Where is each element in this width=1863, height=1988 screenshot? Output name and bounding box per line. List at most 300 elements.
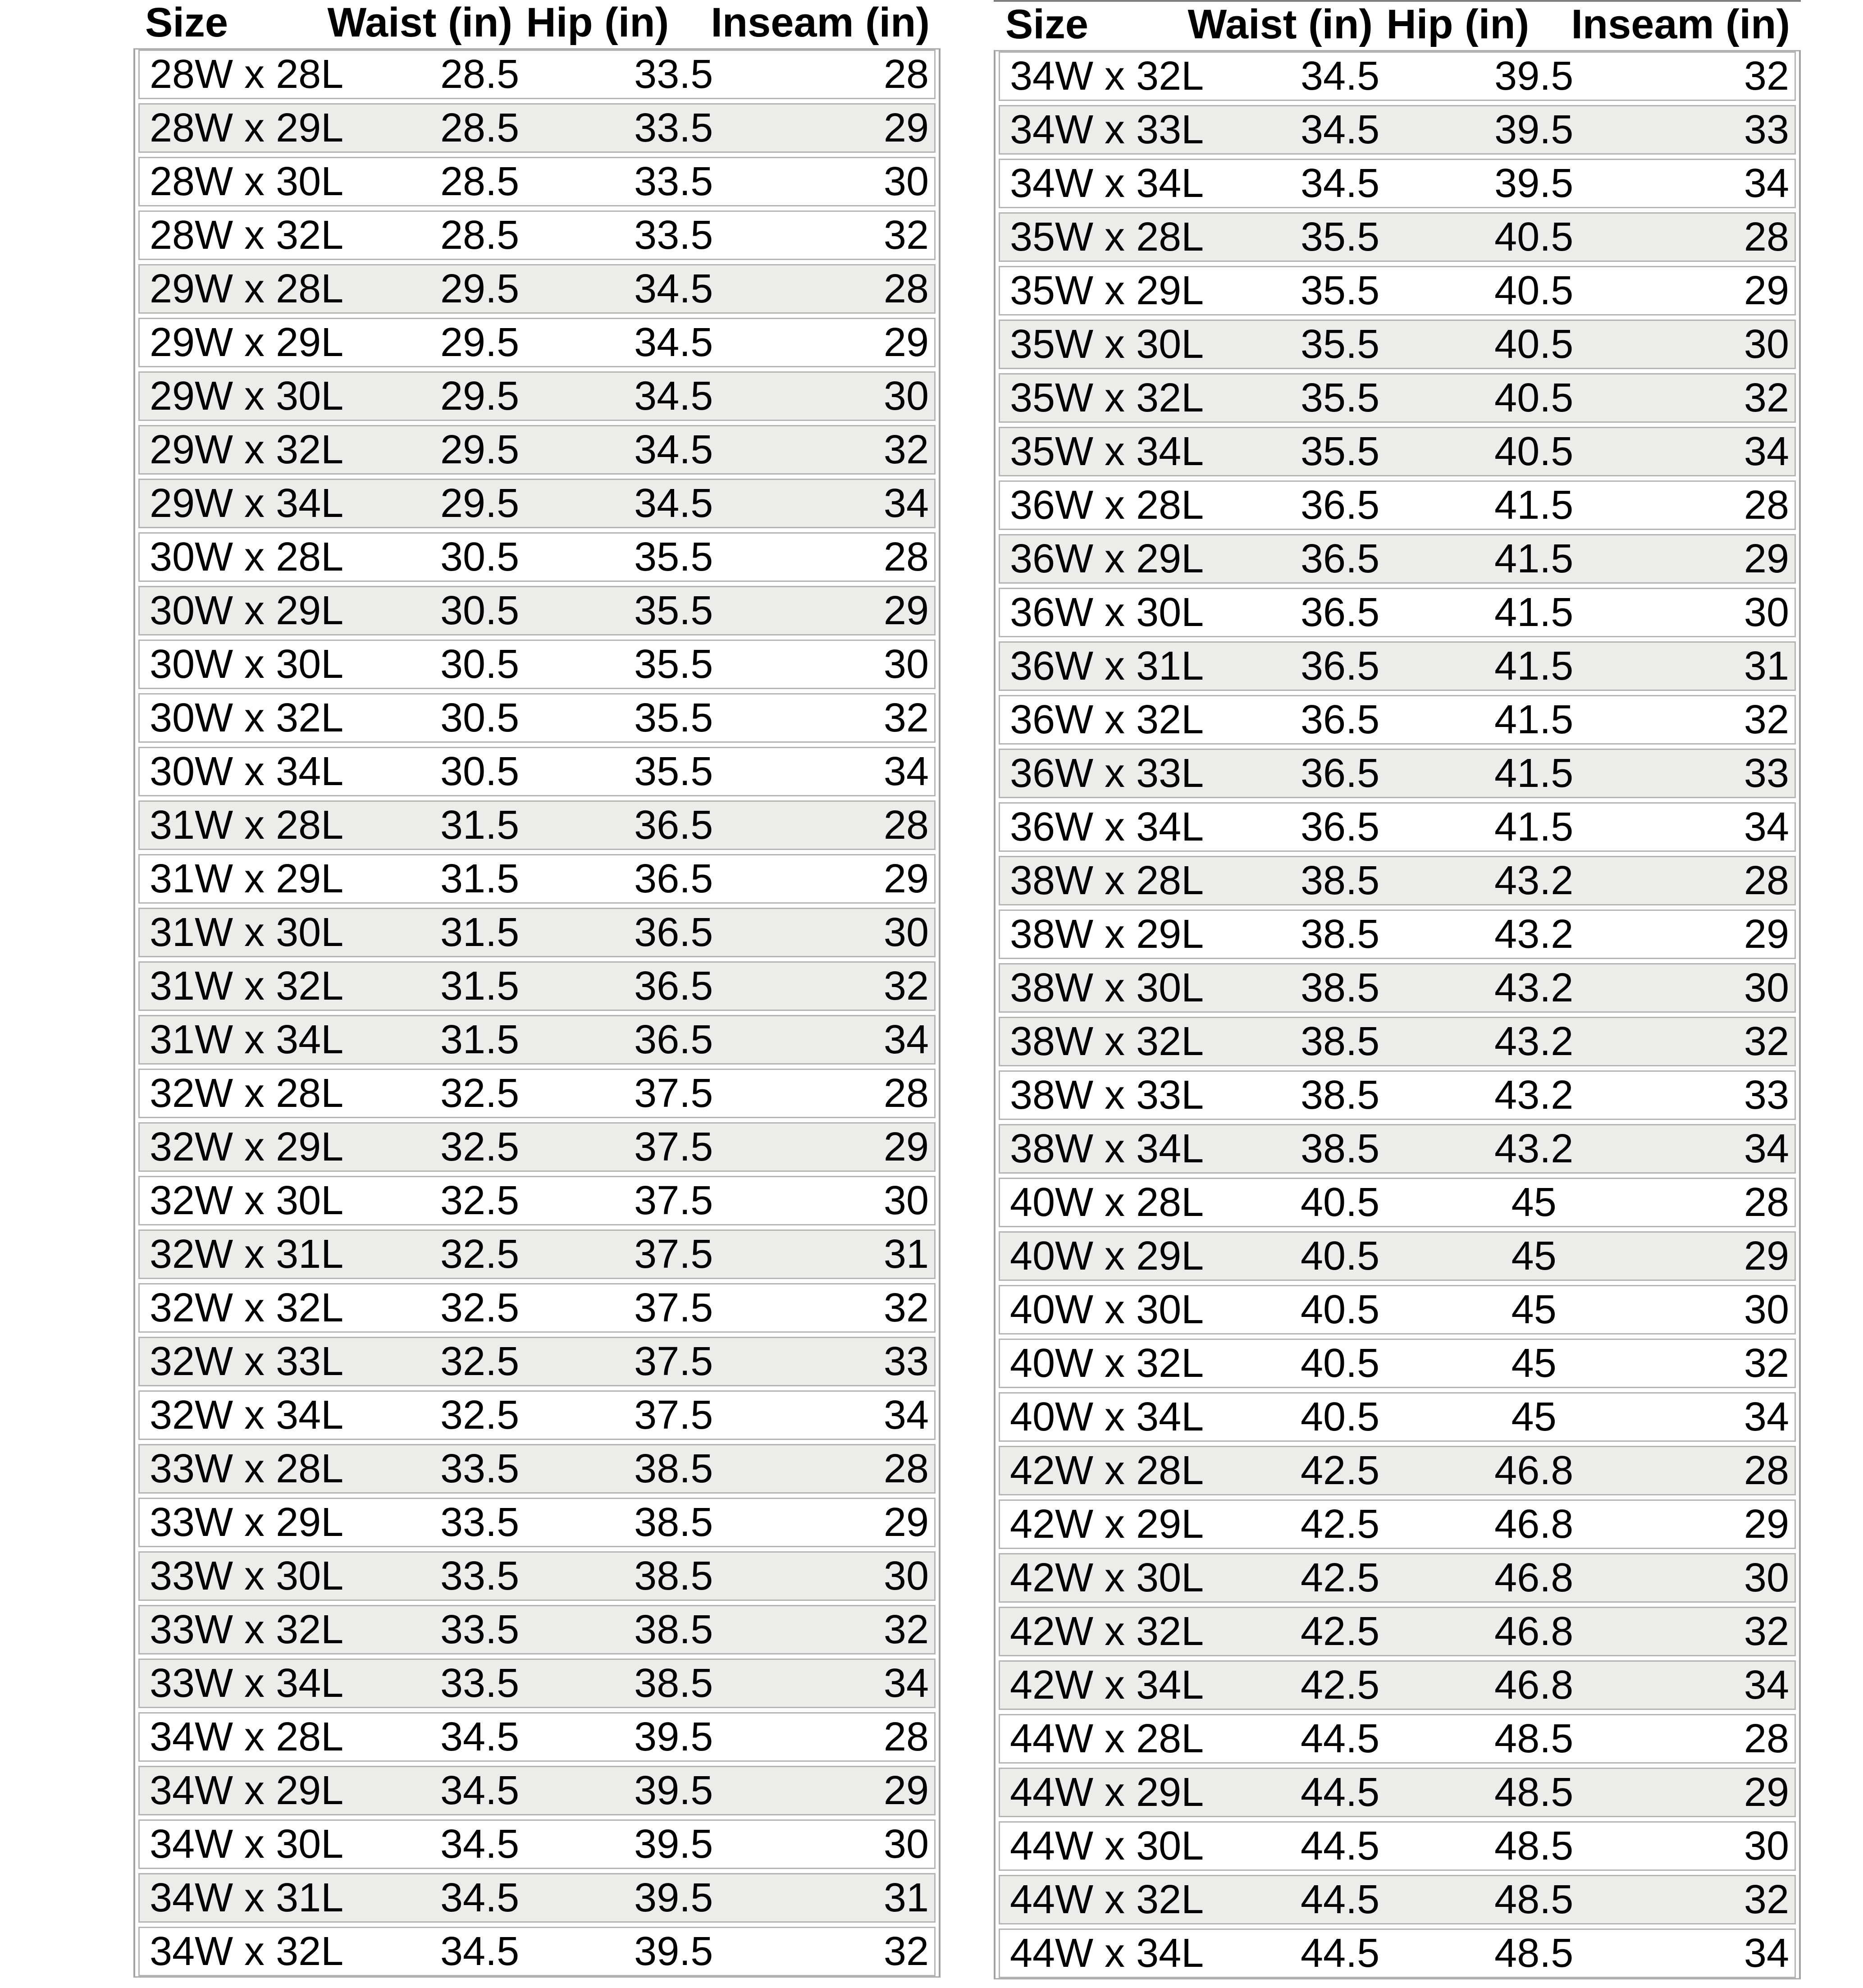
- cell-hip: 34.5: [634, 481, 713, 526]
- cell-size: 34W x 31L: [150, 1875, 344, 1920]
- table-row: [999, 695, 1796, 745]
- cell-size: 34W x 33L: [1010, 107, 1204, 152]
- table-row: [138, 800, 936, 850]
- column-header-waist: Waist (in): [1187, 1, 1373, 47]
- cell-waist: 32.5: [440, 1393, 520, 1438]
- column-header-size: Size: [145, 0, 228, 46]
- cell-waist: 29.5: [440, 481, 520, 526]
- table-row: [999, 51, 1796, 101]
- cell-hip: 43.2: [1494, 965, 1574, 1010]
- table-row: [138, 640, 936, 689]
- table-row: [999, 1714, 1796, 1764]
- table-row: [999, 320, 1796, 369]
- cell-hip: 39.5: [1494, 54, 1574, 99]
- table-row: [138, 961, 936, 1011]
- cell-waist: 35.5: [1300, 322, 1380, 367]
- table-row: [999, 1660, 1796, 1710]
- cell-size: 36W x 32L: [1010, 697, 1204, 742]
- cell-size: 34W x 30L: [150, 1822, 344, 1867]
- cell-hip: 36.5: [634, 856, 713, 901]
- table-row: [999, 1607, 1796, 1656]
- cell-inseam: 29: [1744, 1502, 1789, 1547]
- cell-inseam: 30: [1744, 1287, 1789, 1332]
- cell-hip: 45: [1511, 1234, 1557, 1279]
- cell-inseam: 30: [883, 1178, 929, 1223]
- cell-waist: 34.5: [440, 1875, 520, 1920]
- cell-hip: 38.5: [634, 1446, 713, 1491]
- cell-size: 31W x 34L: [150, 1017, 344, 1062]
- cell-waist: 38.5: [1300, 1126, 1380, 1171]
- cell-size: 38W x 29L: [1010, 912, 1204, 957]
- cell-inseam: 34: [883, 1393, 929, 1438]
- table-row: [999, 1553, 1796, 1603]
- cell-inseam: 34: [1744, 161, 1789, 206]
- cell-hip: 41.5: [1494, 483, 1574, 528]
- cell-hip: 38.5: [634, 1554, 713, 1599]
- cell-inseam: 33: [883, 1339, 929, 1384]
- cell-size: 38W x 30L: [1010, 965, 1204, 1010]
- cell-size: 38W x 34L: [1010, 1126, 1204, 1171]
- size-table-right: [994, 0, 1801, 1979]
- cell-waist: 36.5: [1300, 804, 1380, 850]
- cell-waist: 42.5: [1300, 1663, 1380, 1708]
- table-row: [138, 1873, 936, 1923]
- cell-waist: 34.5: [440, 1768, 520, 1813]
- cell-hip: 46.8: [1494, 1448, 1574, 1493]
- cell-size: 33W x 34L: [150, 1661, 344, 1706]
- cell-size: 44W x 28L: [1010, 1716, 1204, 1761]
- cell-waist: 38.5: [1300, 858, 1380, 903]
- cell-size: 34W x 34L: [1010, 161, 1204, 206]
- cell-hip: 41.5: [1494, 804, 1574, 850]
- cell-hip: 48.5: [1494, 1877, 1574, 1922]
- cell-hip: 41.5: [1494, 751, 1574, 796]
- cell-size: 33W x 32L: [150, 1607, 344, 1652]
- cell-waist: 36.5: [1300, 590, 1380, 635]
- cell-inseam: 30: [1744, 1555, 1789, 1600]
- cell-inseam: 30: [1744, 965, 1789, 1010]
- cell-waist: 30.5: [440, 588, 520, 633]
- table-row: [999, 1499, 1796, 1549]
- table-row: [999, 909, 1796, 959]
- cell-size: 32W x 32L: [150, 1285, 344, 1330]
- cell-hip: 43.2: [1494, 1126, 1574, 1171]
- cell-waist: 28.5: [440, 52, 520, 97]
- cell-waist: 36.5: [1300, 483, 1380, 528]
- cell-waist: 44.5: [1300, 1770, 1380, 1815]
- cell-inseam: 30: [883, 910, 929, 955]
- table-row: [138, 1229, 936, 1279]
- cell-size: 33W x 29L: [150, 1500, 344, 1545]
- table-row: [999, 1768, 1796, 1817]
- column-header-hip: Hip (in): [526, 0, 669, 46]
- cell-inseam: 32: [883, 1607, 929, 1652]
- cell-inseam: 29: [883, 856, 929, 901]
- cell-waist: 29.5: [440, 320, 520, 365]
- cell-hip: 38.5: [634, 1661, 713, 1706]
- cell-waist: 40.5: [1300, 1180, 1380, 1225]
- cell-waist: 32.5: [440, 1178, 520, 1223]
- cell-hip: 37.5: [634, 1178, 713, 1223]
- cell-hip: 48.5: [1494, 1716, 1574, 1761]
- cell-inseam: 29: [1744, 1770, 1789, 1815]
- table-row: [999, 963, 1796, 1013]
- column-header-waist: Waist (in): [327, 0, 513, 46]
- cell-size: 32W x 34L: [150, 1393, 344, 1438]
- column-header-inseam: Inseam (in): [711, 0, 930, 46]
- cell-waist: 31.5: [440, 803, 520, 848]
- cell-hip: 41.5: [1494, 644, 1574, 689]
- cell-size: 34W x 29L: [150, 1768, 344, 1813]
- table-row: [999, 534, 1796, 584]
- cell-waist: 31.5: [440, 910, 520, 955]
- table-row: [999, 480, 1796, 530]
- size-table-left: [133, 0, 941, 1978]
- table-row: [138, 371, 936, 421]
- cell-inseam: 30: [883, 374, 929, 419]
- cell-hip: 35.5: [634, 749, 713, 794]
- cell-size: 44W x 32L: [1010, 1877, 1204, 1922]
- table-header-left: [133, 0, 941, 48]
- cell-hip: 37.5: [634, 1285, 713, 1330]
- cell-hip: 43.2: [1494, 1073, 1574, 1118]
- cell-inseam: 32: [883, 427, 929, 472]
- table-row: [138, 1444, 936, 1494]
- cell-waist: 30.5: [440, 695, 520, 740]
- cell-waist: 38.5: [1300, 965, 1380, 1010]
- cell-hip: 38.5: [634, 1607, 713, 1652]
- cell-hip: 46.8: [1494, 1663, 1574, 1708]
- cell-inseam: 32: [1744, 54, 1789, 99]
- cell-waist: 32.5: [440, 1232, 520, 1277]
- table-row: [999, 749, 1796, 798]
- cell-waist: 36.5: [1300, 536, 1380, 581]
- cell-waist: 40.5: [1300, 1234, 1380, 1279]
- cell-waist: 28.5: [440, 105, 520, 151]
- cell-waist: 34.5: [1300, 54, 1380, 99]
- cell-inseam: 28: [1744, 215, 1789, 260]
- cell-size: 29W x 28L: [150, 266, 344, 311]
- cell-size: 40W x 28L: [1010, 1180, 1204, 1225]
- table-row: [138, 1927, 936, 1976]
- table-row: [999, 1446, 1796, 1495]
- cell-size: 33W x 28L: [150, 1446, 344, 1491]
- cell-size: 28W x 32L: [150, 213, 344, 258]
- cell-inseam: 34: [1744, 1394, 1789, 1440]
- cell-size: 42W x 34L: [1010, 1663, 1204, 1708]
- cell-inseam: 29: [1744, 912, 1789, 957]
- cell-size: 40W x 34L: [1010, 1394, 1204, 1440]
- cell-hip: 43.2: [1494, 858, 1574, 903]
- cell-waist: 38.5: [1300, 1019, 1380, 1064]
- cell-inseam: 28: [1744, 1448, 1789, 1493]
- cell-inseam: 32: [883, 1285, 929, 1330]
- cell-waist: 29.5: [440, 427, 520, 472]
- cell-hip: 37.5: [634, 1071, 713, 1116]
- cell-hip: 35.5: [634, 535, 713, 580]
- cell-waist: 42.5: [1300, 1555, 1380, 1600]
- cell-inseam: 31: [1744, 644, 1789, 689]
- cell-hip: 46.8: [1494, 1609, 1574, 1654]
- cell-hip: 41.5: [1494, 536, 1574, 581]
- cell-inseam: 28: [1744, 1716, 1789, 1761]
- table-body-left: [133, 48, 941, 1978]
- cell-inseam: 34: [1744, 1126, 1789, 1171]
- cell-hip: 37.5: [634, 1393, 713, 1438]
- cell-inseam: 29: [1744, 268, 1789, 313]
- table-row: [999, 159, 1796, 208]
- cell-waist: 40.5: [1300, 1341, 1380, 1386]
- cell-inseam: 29: [883, 1124, 929, 1170]
- cell-waist: 31.5: [440, 856, 520, 901]
- cell-size: 31W x 29L: [150, 856, 344, 901]
- cell-size: 38W x 32L: [1010, 1019, 1204, 1064]
- cell-size: 35W x 30L: [1010, 322, 1204, 367]
- cell-hip: 37.5: [634, 1232, 713, 1277]
- table-row: [999, 373, 1796, 423]
- cell-hip: 34.5: [634, 427, 713, 472]
- cell-waist: 38.5: [1300, 1073, 1380, 1118]
- cell-size: 38W x 28L: [1010, 858, 1204, 903]
- cell-waist: 35.5: [1300, 375, 1380, 420]
- cell-hip: 45: [1511, 1341, 1557, 1386]
- cell-size: 36W x 29L: [1010, 536, 1204, 581]
- table-row: [138, 264, 936, 314]
- cell-size: 30W x 32L: [150, 695, 344, 740]
- table-row: [999, 641, 1796, 691]
- cell-size: 32W x 28L: [150, 1071, 344, 1116]
- table-row: [138, 1283, 936, 1333]
- cell-inseam: 32: [883, 695, 929, 740]
- cell-inseam: 33: [1744, 1073, 1789, 1118]
- table-row: [999, 105, 1796, 155]
- cell-size: 42W x 28L: [1010, 1448, 1204, 1493]
- table-row: [138, 1015, 936, 1065]
- cell-waist: 34.5: [440, 1822, 520, 1867]
- table-row: [138, 908, 936, 957]
- cell-inseam: 34: [1744, 1931, 1789, 1976]
- table-row: [138, 103, 936, 153]
- cell-size: 31W x 32L: [150, 964, 344, 1009]
- cell-hip: 34.5: [634, 320, 713, 365]
- cell-hip: 40.5: [1494, 375, 1574, 420]
- cell-waist: 33.5: [440, 1500, 520, 1545]
- table-row: [999, 1929, 1796, 1978]
- cell-hip: 33.5: [634, 105, 713, 151]
- cell-inseam: 28: [883, 535, 929, 580]
- cell-size: 30W x 30L: [150, 642, 344, 687]
- cell-size: 34W x 32L: [150, 1929, 344, 1974]
- cell-size: 31W x 28L: [150, 803, 344, 848]
- cell-waist: 29.5: [440, 266, 520, 311]
- table-row: [999, 856, 1796, 905]
- table-row: [138, 1122, 936, 1172]
- table-row: [138, 1337, 936, 1386]
- table-row: [138, 854, 936, 904]
- cell-hip: 39.5: [634, 1714, 713, 1759]
- cell-waist: 28.5: [440, 159, 520, 204]
- cell-size: 40W x 32L: [1010, 1341, 1204, 1386]
- cell-size: 30W x 29L: [150, 588, 344, 633]
- cell-inseam: 32: [1744, 1019, 1789, 1064]
- cell-size: 34W x 28L: [150, 1714, 344, 1759]
- cell-size: 44W x 34L: [1010, 1931, 1204, 1976]
- cell-waist: 36.5: [1300, 751, 1380, 796]
- cell-waist: 33.5: [440, 1446, 520, 1491]
- cell-waist: 29.5: [440, 374, 520, 419]
- cell-size: 35W x 29L: [1010, 268, 1204, 313]
- table-row: [138, 1659, 936, 1708]
- cell-inseam: 30: [883, 642, 929, 687]
- cell-hip: 34.5: [634, 374, 713, 419]
- cell-size: 36W x 30L: [1010, 590, 1204, 635]
- table-body-right: [994, 50, 1801, 1979]
- cell-inseam: 34: [1744, 1663, 1789, 1708]
- table-row: [999, 1285, 1796, 1334]
- column-header-inseam: Inseam (in): [1571, 1, 1790, 47]
- table-row: [138, 210, 936, 260]
- cell-inseam: 33: [1744, 107, 1789, 152]
- cell-hip: 40.5: [1494, 322, 1574, 367]
- cell-hip: 33.5: [634, 52, 713, 97]
- table-row: [999, 1392, 1796, 1442]
- table-row: [999, 1178, 1796, 1227]
- cell-hip: 48.5: [1494, 1931, 1574, 1976]
- cell-waist: 32.5: [440, 1071, 520, 1116]
- cell-size: 32W x 30L: [150, 1178, 344, 1223]
- cell-waist: 33.5: [440, 1607, 520, 1652]
- cell-inseam: 34: [1744, 804, 1789, 850]
- cell-waist: 32.5: [440, 1124, 520, 1170]
- cell-hip: 35.5: [634, 695, 713, 740]
- cell-waist: 44.5: [1300, 1823, 1380, 1869]
- cell-size: 29W x 32L: [150, 427, 344, 472]
- table-row: [138, 1766, 936, 1815]
- cell-waist: 31.5: [440, 964, 520, 1009]
- table-row: [138, 1176, 936, 1225]
- table-row: [999, 802, 1796, 852]
- cell-waist: 35.5: [1300, 215, 1380, 260]
- cell-size: 30W x 34L: [150, 749, 344, 794]
- cell-hip: 35.5: [634, 588, 713, 633]
- cell-inseam: 29: [883, 320, 929, 365]
- cell-inseam: 31: [883, 1875, 929, 1920]
- cell-hip: 34.5: [634, 266, 713, 311]
- cell-size: 40W x 29L: [1010, 1234, 1204, 1279]
- cell-hip: 35.5: [634, 642, 713, 687]
- table-row: [138, 693, 936, 743]
- cell-size: 38W x 33L: [1010, 1073, 1204, 1118]
- cell-inseam: 28: [883, 266, 929, 311]
- cell-waist: 42.5: [1300, 1502, 1380, 1547]
- cell-size: 29W x 29L: [150, 320, 344, 365]
- cell-inseam: 28: [1744, 858, 1789, 903]
- table-row: [138, 425, 936, 475]
- table-row: [999, 1124, 1796, 1174]
- cell-size: 42W x 29L: [1010, 1502, 1204, 1547]
- cell-inseam: 30: [883, 1822, 929, 1867]
- table-row: [138, 1819, 936, 1869]
- cell-waist: 40.5: [1300, 1394, 1380, 1440]
- table-row: [138, 1069, 936, 1118]
- cell-size: 44W x 29L: [1010, 1770, 1204, 1815]
- cell-waist: 31.5: [440, 1017, 520, 1062]
- cell-inseam: 32: [883, 964, 929, 1009]
- cell-size: 31W x 30L: [150, 910, 344, 955]
- cell-hip: 41.5: [1494, 590, 1574, 635]
- cell-waist: 44.5: [1300, 1716, 1380, 1761]
- cell-size: 29W x 30L: [150, 374, 344, 419]
- cell-hip: 36.5: [634, 964, 713, 1009]
- cell-size: 32W x 29L: [150, 1124, 344, 1170]
- cell-inseam: 32: [883, 1929, 929, 1974]
- cell-inseam: 32: [1744, 1609, 1789, 1654]
- cell-inseam: 34: [1744, 429, 1789, 474]
- cell-inseam: 30: [1744, 590, 1789, 635]
- cell-inseam: 34: [883, 1017, 929, 1062]
- cell-hip: 48.5: [1494, 1770, 1574, 1815]
- cell-inseam: 29: [1744, 1234, 1789, 1279]
- cell-hip: 39.5: [1494, 161, 1574, 206]
- cell-size: 32W x 31L: [150, 1232, 344, 1277]
- cell-hip: 45: [1511, 1287, 1557, 1332]
- cell-waist: 34.5: [440, 1714, 520, 1759]
- cell-size: 35W x 32L: [1010, 375, 1204, 420]
- cell-inseam: 34: [883, 749, 929, 794]
- cell-hip: 39.5: [634, 1822, 713, 1867]
- cell-inseam: 28: [883, 52, 929, 97]
- cell-waist: 35.5: [1300, 429, 1380, 474]
- cell-hip: 43.2: [1494, 912, 1574, 957]
- column-header-size: Size: [1005, 1, 1089, 47]
- table-row: [138, 747, 936, 796]
- cell-inseam: 29: [883, 1500, 929, 1545]
- cell-waist: 44.5: [1300, 1877, 1380, 1922]
- cell-size: 36W x 28L: [1010, 483, 1204, 528]
- cell-inseam: 28: [883, 1714, 929, 1759]
- cell-size: 42W x 30L: [1010, 1555, 1204, 1600]
- table-row: [138, 586, 936, 635]
- cell-inseam: 29: [883, 1768, 929, 1813]
- cell-inseam: 34: [883, 1661, 929, 1706]
- cell-hip: 48.5: [1494, 1823, 1574, 1869]
- table-row: [138, 50, 936, 99]
- cell-waist: 30.5: [440, 535, 520, 580]
- cell-size: 44W x 30L: [1010, 1823, 1204, 1869]
- cell-size: 36W x 33L: [1010, 751, 1204, 796]
- table-row: [999, 1017, 1796, 1066]
- cell-hip: 41.5: [1494, 697, 1574, 742]
- cell-inseam: 28: [883, 1071, 929, 1116]
- cell-waist: 42.5: [1300, 1448, 1380, 1493]
- cell-inseam: 28: [1744, 1180, 1789, 1225]
- cell-waist: 30.5: [440, 642, 520, 687]
- cell-hip: 38.5: [634, 1500, 713, 1545]
- table-row: [999, 1231, 1796, 1281]
- cell-inseam: 32: [1744, 1877, 1789, 1922]
- cell-inseam: 30: [1744, 1823, 1789, 1869]
- cell-inseam: 29: [883, 105, 929, 151]
- cell-size: 29W x 34L: [150, 481, 344, 526]
- table-row: [999, 1875, 1796, 1924]
- cell-hip: 40.5: [1494, 268, 1574, 313]
- table-row: [138, 1390, 936, 1440]
- table-row: [138, 1551, 936, 1601]
- cell-waist: 36.5: [1300, 644, 1380, 689]
- cell-inseam: 30: [1744, 322, 1789, 367]
- cell-hip: 45: [1511, 1394, 1557, 1440]
- cell-inseam: 32: [1744, 375, 1789, 420]
